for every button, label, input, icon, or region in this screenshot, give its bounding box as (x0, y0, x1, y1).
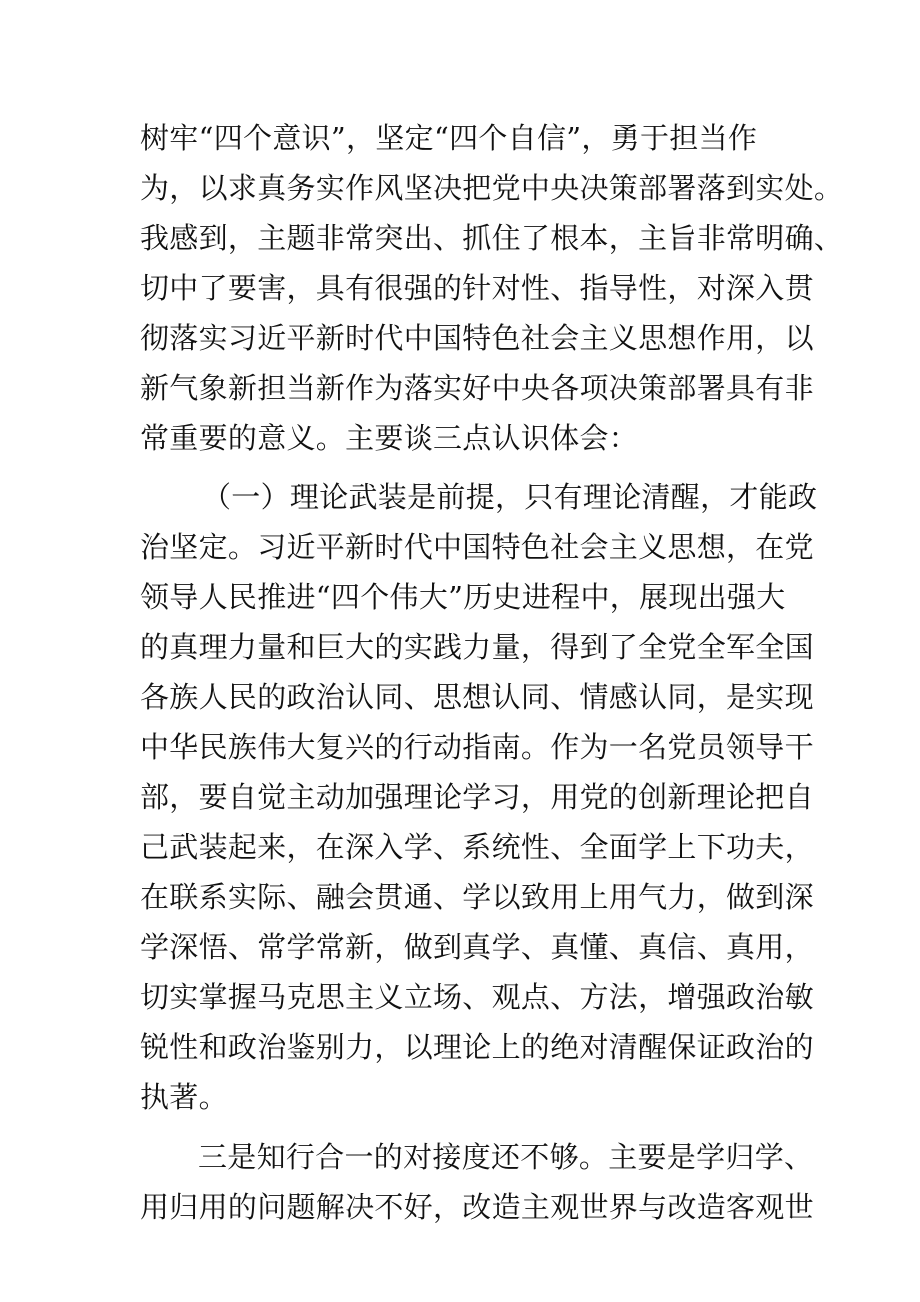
paragraph-heading-line: （一）理论武装是前提，只有理论清醒，才能政 (202, 480, 818, 514)
text-line: 领导人民推进“四个伟大”历史进程中，展现出强大 (140, 580, 786, 614)
text-line: 锐性和政治鉴别力，以理论上的绝对清醒保证政治的 (140, 1030, 814, 1064)
text-line: 树牢“四个意识”，坚定“四个自信”，勇于担当作 (140, 121, 758, 155)
text-line: 彻落实习近平新时代中国特色社会主义思想作用，以 (140, 321, 814, 355)
paragraph-first-line: 三是知行合一的对接度还不够。主要是学归学、 (198, 1140, 814, 1174)
text-line: 在联系实际、融会贯通、学以致用上用气力，做到深 (140, 880, 814, 914)
text-line: 的真理力量和巨大的实践力量，得到了全党全军全国 (140, 630, 814, 664)
text-line: 新气象新担当新作为落实好中央各项决策部署具有非 (140, 371, 814, 405)
text-line: 中华民族伟大复兴的行动指南。作为一名党员领导干 (140, 730, 814, 764)
text-line: 部，要自觉主动加强理论学习，用党的创新理论把自 (140, 780, 814, 814)
text-line: 各族人民的政治认同、思想认同、情感认同，是实现 (140, 680, 814, 714)
text-line: 执著。 (140, 1080, 228, 1114)
text-line: 常重要的意义。主要谈三点认识体会： (140, 421, 639, 455)
text-line: 为，以求真务实作风坚决把党中央决策部署落到实处。 (140, 171, 844, 205)
text-line: 治坚定。习近平新时代中国特色社会主义思想，在党 (140, 530, 814, 564)
text-line: 切中了要害，具有很强的针对性、指导性，对深入贯 (140, 271, 814, 305)
text-line: 己武装起来，在深入学、系统性、全面学上下功夫， (140, 830, 814, 864)
text-line: 用归用的问题解决不好，改造主观世界与改造客观世 (140, 1190, 814, 1224)
text-line: 切实掌握马克思主义立场、观点、方法，增强政治敏 (140, 980, 814, 1014)
text-line: 我感到，主题非常突出、抓住了根本，主旨非常明确、 (140, 221, 844, 255)
text-line: 学深悟、常学常新，做到真学、真懂、真信、真用， (140, 930, 814, 964)
